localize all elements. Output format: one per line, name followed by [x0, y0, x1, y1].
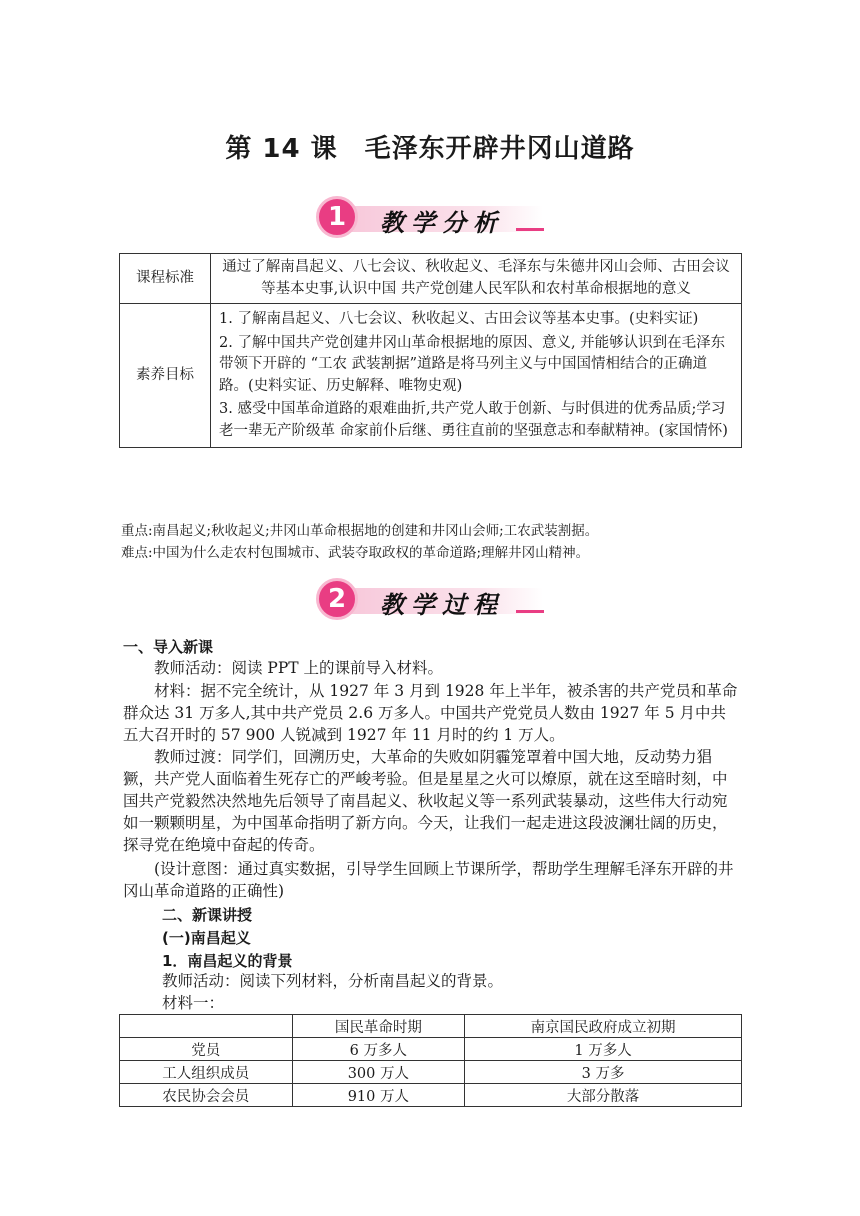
statistics-table	[119, 1014, 742, 1107]
table-cell: 3 万多	[465, 1061, 742, 1084]
table-header-cell	[120, 1015, 293, 1038]
table-row	[120, 1061, 742, 1084]
goal-item: 2. 了解中国共产党创建井冈山革命根据地的原因、意义, 并能够认识到在毛泽东带领下开辟的 “工农 武装割据”道路是将马列主义与中国国情相结合的正确道路。(史料实证、历史解释、唯物史观)	[219, 334, 726, 394]
table-head-cell: 素养目标	[120, 304, 211, 448]
page-title: 第 14 课 毛泽东开辟井冈山道路	[225, 134, 635, 164]
table-cell: 大部分散落	[465, 1084, 742, 1107]
table-cell: 农民协会会员	[120, 1084, 293, 1107]
subsection-item: 1．南昌起义的背景	[162, 952, 293, 970]
goal-item: 1. 了解南昌起义、八七会议、秋收起义、古田会议等基本史事。(史料实证)	[219, 311, 699, 327]
section-label: 教学过程	[380, 590, 504, 619]
section-label: 教学分析	[380, 208, 504, 237]
section-number-badge: 1	[316, 196, 358, 238]
goal-item: 3. 感受中国革命道路的艰难曲折,共产党人敢于创新、与时俱进的优秀品质;学习老一辈无产阶级革 命家前仆后继、勇往直前的坚强意志和奉献精神。(家国情怀)	[219, 401, 728, 439]
course-standard-cell: 通过了解南昌起义、八七会议、秋收起义、毛泽东与朱德井冈山会师、古田会议等基本史事,认识中国 共产党创建人民军队和农村革命根据地的意义	[211, 254, 742, 304]
table-cell: 工人组织成员	[120, 1061, 293, 1084]
difficult-point: 难点:中国为什么走农村包围城市、武装夺取政权的革命道路;理解井冈山精神。	[121, 545, 590, 561]
table-cell: 1 万多人	[465, 1038, 742, 1061]
table-header-row	[120, 1015, 742, 1038]
banner-accent	[516, 610, 544, 613]
table-cell: 6 万多人	[292, 1038, 465, 1061]
table-row	[120, 1084, 742, 1107]
subsection-heading: (一)南昌起义	[162, 929, 251, 947]
part2-heading: 二、新课讲授	[162, 906, 253, 924]
table-cell: 300 万人	[292, 1061, 465, 1084]
literacy-goals-cell	[211, 304, 742, 448]
table-row	[120, 254, 742, 304]
teacher-activity: 教师活动：阅读 PPT 上的课前导入材料。	[154, 659, 444, 677]
table-row	[120, 304, 742, 448]
section-number-badge: 2	[316, 578, 358, 620]
table-cell: 党员	[120, 1038, 293, 1061]
section-banner-process	[316, 578, 546, 622]
teacher-activity: 教师活动：阅读下列材料，分析南昌起义的背景。	[162, 972, 504, 990]
analysis-table	[119, 253, 742, 448]
material-label: 材料一：	[162, 994, 225, 1012]
table-cell: 910 万人	[292, 1084, 465, 1107]
table-header-cell: 国民革命时期	[292, 1015, 465, 1038]
teacher-transition: 教师过渡：同学们，回溯历史，大革命的失败如阴霾笼罩着中国大地，反动势力猖獗，共产党人面临着生死存亡的严峻考验。但是星星之火可以燎原，就在这至暗时刻，中国共产党毅然决然地先后领导了南昌起义、秋收起义等一系列武装暴动，这些伟大行动宛如一颗颗明星，为中国革命指明了新方向。今天，让我们一起走进这段波澜壮阔的历史，探寻党在绝境中奋起的传奇。	[123, 748, 728, 854]
key-point: 重点:南昌起义;秋收起义;井冈山革命根据地的创建和井冈山会师;工农武装割据。	[121, 523, 599, 539]
section-banner-analysis	[316, 196, 546, 240]
table-row	[120, 1038, 742, 1061]
banner-accent	[516, 228, 544, 231]
table-head-cell: 课程标准	[120, 254, 211, 304]
material-paragraph: 材料：据不完全统计，从 1927 年 3 月到 1928 年上半年，被杀害的共产党员和革命群众达 31 万多人,其中共产党员 2.6 万多人。中国共产党党员人数由 1927 年 5 月中共五大召开时的 57 900 人锐减到 1927 年 11 月时的约 1 万人。	[123, 682, 738, 744]
design-intent: (设计意图：通过真实数据，引导学生回顾上节课所学，帮助学生理解毛泽东开辟的井冈山革命道路的正确性)	[123, 860, 734, 900]
part1-heading: 一、导入新课	[123, 638, 214, 656]
table-header-cell: 南京国民政府成立初期	[465, 1015, 742, 1038]
